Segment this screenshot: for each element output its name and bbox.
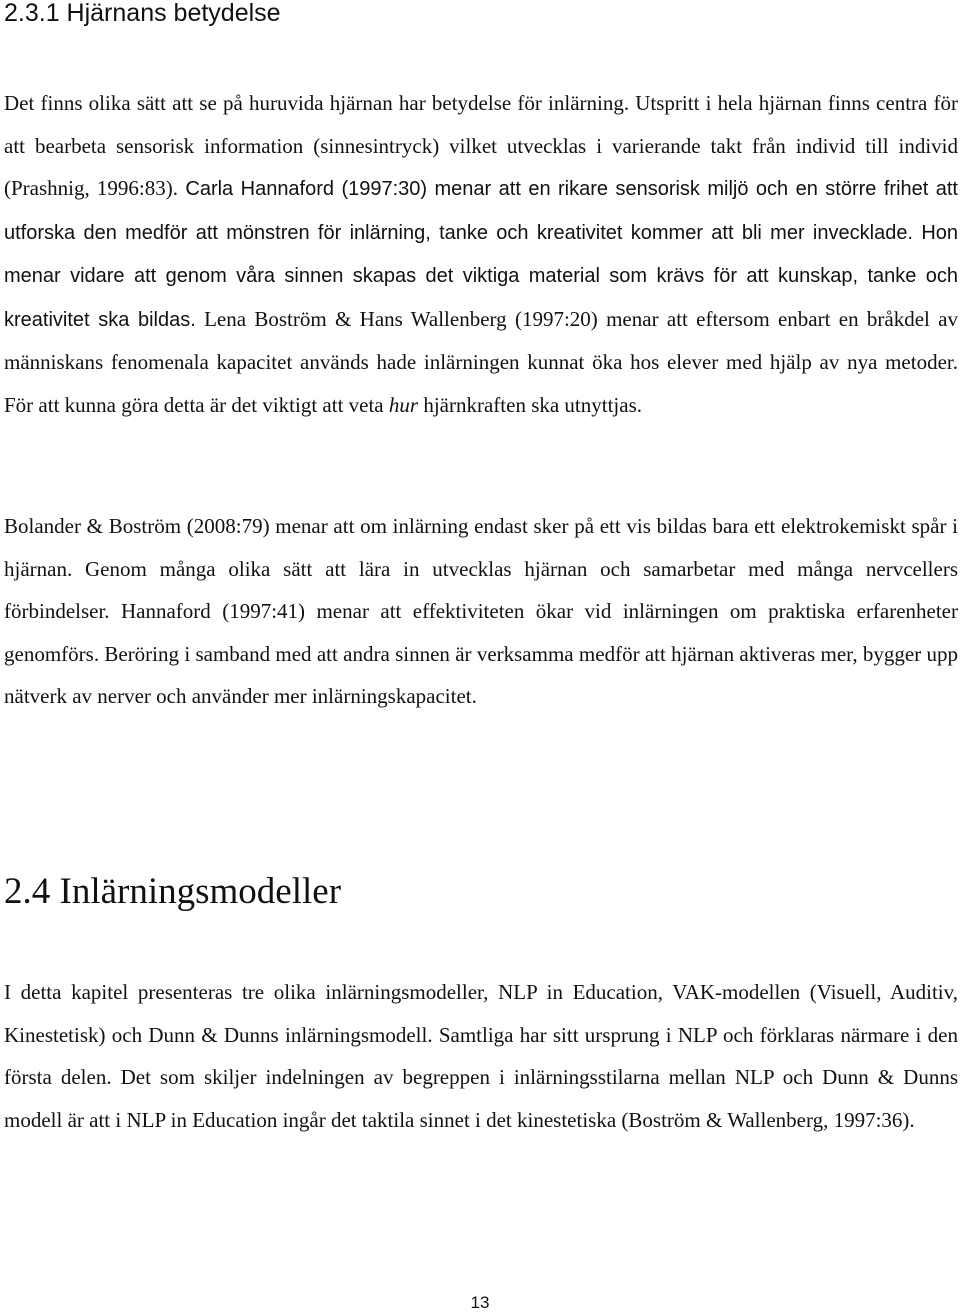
paragraph-learning-models: I detta kapitel presenteras tre olika inlärningsmodeller, NLP in Education, VAK-modellen (Visuell, Auditiv, Kinestetisk) och Dunn & Dunns inlärningsmodell. Samtliga har sitt ursprung i NLP och förklaras närmare i den första delen. Det som skiljer indelningen av begreppen i inlärningsstilarna mellan NLP och Dunn & Dunns modell är att i NLP in Education ingår det taktila sinnet i det kinestetiska (Boström & Wallenberg, 1997:36). [4,980,958,1132]
paragraph-sentence: Carla Hannaford (1997:30) menar att en rikare sensorisk miljö och en större frihet att utforska den medför att mönstren för inlärning, tanke och kreativitet kommer att bli mer invecklade. [4,178,958,244]
paragraph-electrochemical-trace: Bolander & Boström (2008:79) menar att om inlärning endast sker på ett vis bildas bara ett elektrokemiskt spår i hjärnan. Genom många olika sätt att lära in utvecklas hjärnan och samarbetar med många nervcellers förbindelser. Hannaford (1997:41) menar att effektiviteten ökar vid inlärningen om praktiska erfarenheter genomförs. Beröring i samband med att andra sinnen är verksamma medför att hjärnan aktiveras mer, bygger upp nätverk av nerver och använder mer inlärningskapacitet. [4,514,958,708]
paragraph-sentence: Det finns olika sätt att se på huruvida hjärnan har betydelse för inlärning. Utspritt i hela hjärnan finns centra för att bearbeta sensorisk information (sinnesintryck) vilket utvecklas i varierande takt från individ till individ (Prashnig, 1996:83). [4,91,958,200]
section-heading-2-3-1: 2.3.1 Hjärnans betydelse [4,0,281,27]
paragraph-brain-significance [4,82,958,426]
paragraph-sentence: Hon menar vidare att genom våra sinnen skapas det viktiga material som krävs för att kunskap, tanke och kreativitet ska bildas. [4,221,959,331]
paragraph-sentence: hjärnkraften ska utnyttjas. [418,392,643,417]
paragraph-sentence: Lena Boström & Hans Wallenberg (1997:20) menar att eftersom enbart en bråkdel av människans fenomenala kapacitet används hade inlärningen kunnat öka hos elever med hjälp av nya metoder. För att kunna göra detta är det viktigt att veta [4,306,958,417]
emphasis-text: hur [388,392,419,417]
section-heading-2-4: 2.4 Inlärningsmodeller [4,871,342,912]
page-number: 13 [470,1293,490,1312]
